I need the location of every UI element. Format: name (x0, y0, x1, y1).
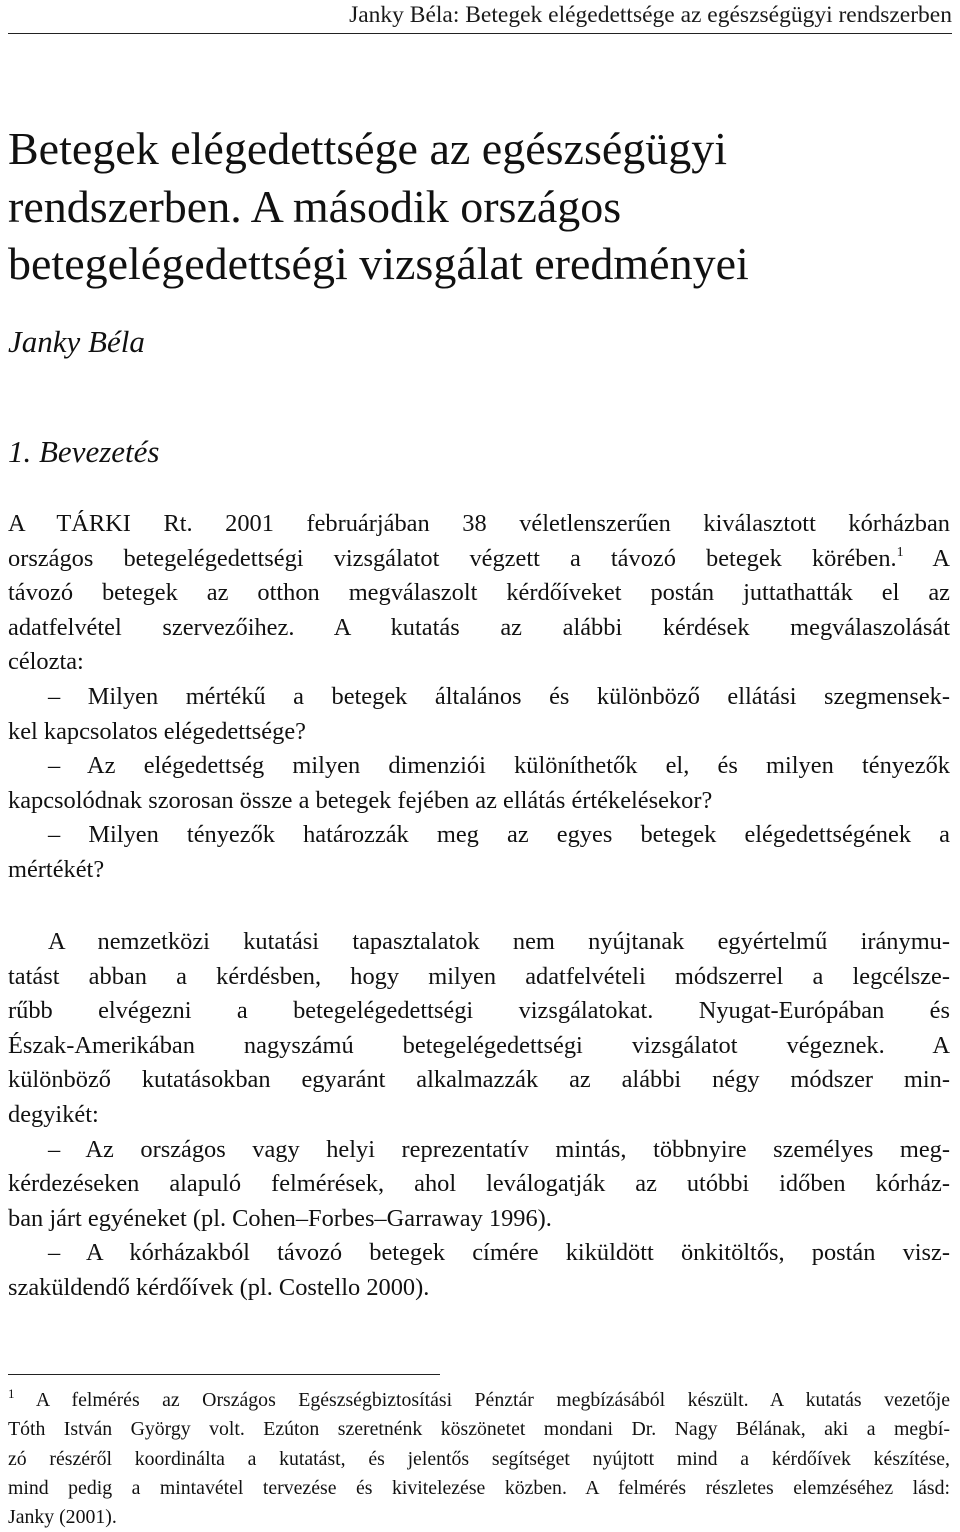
text-line: célozta: (8, 648, 84, 676)
text-line: tatást abban a kérdésben, hogy milyen adatfelvételi módszerrel a legcélsze- (8, 962, 950, 990)
footnote-line: Janky (2001). (8, 1506, 117, 1529)
title-line: rendszerben. A második országos (8, 180, 622, 232)
footnote-line: mind pedig a mintavétel tervezése és kivitelezése közben. A felmérés részletes elemzéséhez lásd: (8, 1476, 950, 1499)
text-line: degyikét: (8, 1100, 99, 1128)
text-line: kérdezéseken alapuló felmérések, ahol leválogatják az utóbbi időben kórház- (8, 1170, 950, 1198)
text-line: A nemzetközi kutatási tapasztalatok nem nyújtanak egyértelmű iránymu- (48, 928, 950, 955)
list-item-line: – Az elégedettség milyen dimenziói különíthetők el, és milyen tényezők (48, 752, 950, 780)
text-segment: országos betegelégedettségi vizsgálatot végzett a távozó betegek körében. (8, 544, 897, 572)
text-line: szaküldendő kérdőívek (pl. Costello 2000). (8, 1273, 430, 1301)
author-name: Janky Béla (8, 324, 145, 359)
list-item-line: – Milyen mértékű a betegek általános és különböző ellátási szegmensek- (48, 682, 950, 710)
list-item-line: – Milyen tényezők határozzák meg az egyes betegek elégedettségének a (48, 821, 950, 849)
header-rule (8, 33, 952, 34)
methods-paragraph (8, 925, 950, 1306)
text-line: távozó betegek az otthon megválaszolt kérdőíveket postán juttathatták el az (8, 579, 950, 607)
section-heading: 1. Bevezetés (8, 434, 160, 469)
running-header: Janky Béla: Betegek elégedettsége az egészségügyi rendszerben (349, 2, 952, 28)
title-line: betegelégedettségi vizsgálat eredményei (8, 238, 749, 289)
text-line: kapcsolódnak szorosan össze a betegek fejében az ellátás értékelésekor? (8, 786, 713, 814)
footnote-marker[interactable]: 1 (896, 544, 904, 560)
footnote-number: 1 (8, 1386, 15, 1401)
text-line: különböző kutatásokban egyaránt alkalmazzák az alábbi négy módszer min- (8, 1066, 950, 1094)
footnote-rule (8, 1374, 440, 1375)
text-line: A TÁRKI Rt. 2001 februárjában 38 véletlenszerűen kiválasztott kórházban (8, 510, 950, 537)
text-segment: A (903, 544, 950, 572)
list-item-line: – Az országos vagy helyi reprezentatív mintás, többnyire személyes meg- (48, 1135, 950, 1163)
text-line: ban járt egyéneket (pl. Cohen–Forbes–Garraway 1996). (8, 1204, 552, 1232)
footnote-line: Tóth István György volt. Ezúton szeretnénk köszönetet mondani Dr. Nagy Bélának, aki a megbí- (8, 1418, 950, 1441)
footnote-line (8, 1386, 950, 1415)
intro-paragraph (8, 507, 950, 888)
text-line: adatfelvétel szervezőihez. A kutatás az alábbi kérdések megválaszolását (8, 613, 950, 641)
footnote-line: zó részéről koordinálta a kutatást, és jelentős segítséget nyújtott mind a kérdőívek készítése, (8, 1447, 950, 1470)
text-line: mértékét? (8, 855, 105, 883)
list-item-line: – A kórházakból távozó betegek címére kiküldött önkitöltős, postán visz- (48, 1239, 950, 1267)
article-title (8, 120, 948, 293)
text-line: rűbb elvégezni a betegelégedettségi vizsgálatokat. Nyugat-Európában és (8, 997, 950, 1025)
text-line: kel kapcsolatos elégedettsége? (8, 717, 306, 745)
text-segment: A felmérés az Országos Egészségbiztosítási Pénztár megbízásából készült. A kutatás vezetője (14, 1389, 950, 1411)
text-line-with-footnote (8, 542, 950, 577)
title-line: Betegek elégedettsége az egészségügyi (8, 123, 728, 174)
text-line: Észak-Amerikában nagyszámú betegelégedettségi vizsgálatot végeznek. A (8, 1031, 950, 1059)
footnote (8, 1386, 950, 1532)
